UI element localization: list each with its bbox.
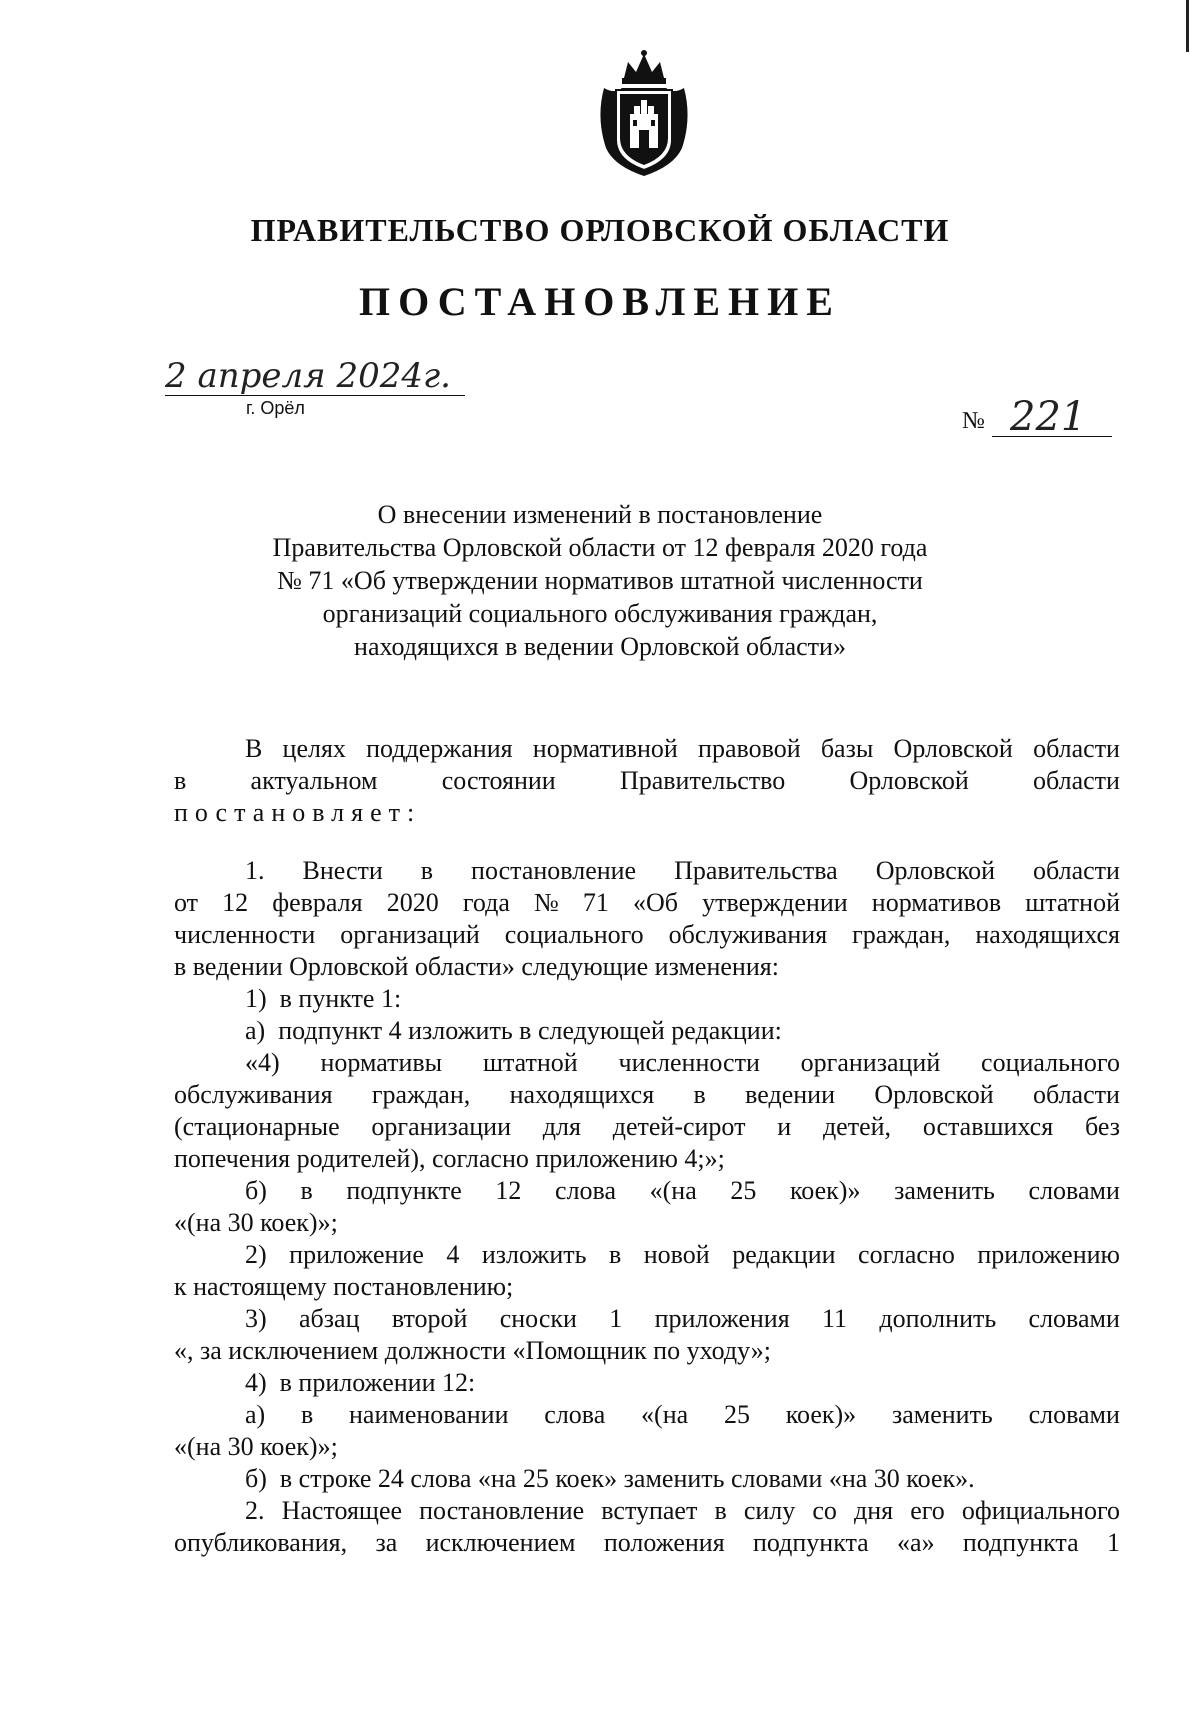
word: социального [504,920,644,949]
word: «, за исключением должности «Помощник по уходу»; [174,1336,771,1365]
word: Орловской [874,1080,994,1109]
word: постановление [419,1496,585,1525]
word: области [1033,856,1120,885]
text-line [174,1239,1120,1271]
text-line [174,1463,1120,1495]
word: численности [618,1048,760,1077]
resolution-points [174,855,1120,1559]
word: 2) [245,1240,267,1269]
text-line [174,1399,1120,1431]
word: организаций [340,920,480,949]
text-line [174,797,1120,829]
word: Настоящее [281,1496,403,1525]
word: слова [544,1400,606,1429]
word: новой [643,1240,710,1269]
word: нормативов [871,888,1002,917]
word: Орловской [893,734,1013,763]
word: штатной [482,1048,578,1077]
word: в [714,1496,727,1525]
word: детей, [822,1112,892,1141]
word: постановляет: [174,798,422,827]
text-line [174,1431,1120,1463]
text-line [174,1367,1120,1399]
word: штатной [1025,888,1120,917]
word: и [777,1112,792,1141]
word: «Об [633,888,679,917]
word: в [174,766,187,795]
word: Правительство [619,766,786,795]
word: организации [371,1112,511,1141]
word: 12 [495,1176,522,1205]
word: «(на [649,1176,697,1205]
word: второй [391,1304,468,1333]
word: дополнить [879,1304,997,1333]
subject-line: Правительства Орловской области от 12 февраля 2020 года [272,533,928,562]
word: базы [820,734,874,763]
word: Внести [302,856,383,885]
word: утверждении [702,888,848,917]
word: 25 [730,1176,757,1205]
text-line [174,1175,1120,1207]
word: словами [1028,1176,1120,1205]
word: численности [174,920,316,949]
text-line [174,1047,1120,1079]
word: 71 [582,888,609,917]
word: февраля [272,888,363,917]
word: к настоящему постановлению; [174,1272,514,1301]
text-line [174,1015,1120,1047]
text-line [174,1271,1120,1303]
subject-line: № 71 «Об утверждении нормативов штатной численности [277,566,923,595]
word: 4 [446,1240,460,1269]
word: целях [282,734,346,763]
word: согласно [858,1240,955,1269]
word: заменить [894,1176,995,1205]
word: словами [1028,1304,1120,1333]
word: его [910,1496,945,1525]
word: 1 [609,1304,623,1333]
word: наименовании [349,1400,509,1429]
word: слова [555,1176,617,1205]
word: заменить [891,1400,993,1429]
word: 2. [245,1496,265,1525]
word: 25 [723,1400,750,1429]
word: правовой [698,734,801,763]
text-line [174,1527,1120,1559]
word: для [542,1112,581,1141]
word: 4) в приложении 12: [245,1368,476,1397]
word: словами [1028,1400,1120,1429]
word: «(на [641,1400,689,1429]
word: оставшихся [922,1112,1054,1141]
word: 12 [222,888,249,917]
word: состоянии [441,766,556,795]
text-line [174,1335,1120,1367]
word: исключением [425,1528,576,1557]
word: 11 [822,1304,848,1333]
text-line [174,1303,1120,1335]
word: вступает [601,1496,698,1525]
word: приложение [289,1240,424,1269]
word: в [420,856,434,885]
word: 2020 [386,888,439,917]
word: области [1033,734,1120,763]
text-line [174,1079,1120,1111]
word: 3) [245,1304,267,1333]
word: области [1033,1080,1120,1109]
word: редакции [732,1240,836,1269]
word: (стационарные [174,1112,340,1141]
intro-paragraph [174,733,1120,829]
word: приложению [977,1240,1120,1269]
text-line [174,1143,1120,1175]
word: Орловской [875,856,996,885]
word: а) [245,1400,266,1429]
text-line [174,765,1120,797]
word: находящихся [975,920,1120,949]
government-name: ПРАВИТЕЛЬСТВО ОРЛОВСКОЙ ОБЛАСТИ [250,212,950,248]
word: «(на 30 коек)»; [174,1208,338,1237]
word: года [462,888,510,917]
word: ведении [745,1080,835,1109]
word: поддержания [366,734,513,763]
document-subject [200,498,1000,663]
word: силу [743,1496,796,1525]
text-line [174,887,1120,919]
word: в [300,1400,314,1429]
word: подпункте [346,1176,462,1205]
text-line [174,733,1120,765]
word: в [300,1176,313,1205]
word: Правительства [674,856,838,885]
coat-of-arms-icon [594,48,694,180]
document-type-title: ПОСТАНОВЛЕНИЕ [359,279,841,324]
paragraph-gap [174,829,1120,855]
word: граждан, [371,1080,471,1109]
word: б) в строке 24 слова «на 25 коек» заменить словами «на 30 коек». [245,1464,975,1493]
word: в [693,1080,706,1109]
text-line [174,983,1120,1015]
word: 1) в пункте 1: [245,984,402,1013]
word: дня [853,1496,894,1525]
word: области [1033,766,1120,795]
word: «4) [245,1048,280,1077]
word: 1 [1106,1528,1120,1557]
word: социального [981,1048,1120,1077]
word: В [245,734,263,763]
word: положения [603,1528,725,1557]
word: обслуживания [174,1080,333,1109]
document-body [174,733,1120,1559]
word: коек)» [789,1176,861,1205]
word: подпункта [752,1528,869,1557]
word: нормативы [320,1048,443,1077]
word: обслуживания [668,920,828,949]
word: сноски [499,1304,577,1333]
text-line [174,951,1120,983]
word: изложить [481,1240,587,1269]
text-line [174,1495,1120,1527]
word: опубликования, [174,1528,348,1557]
word: приложения [654,1304,790,1333]
word: со [812,1496,837,1525]
word: коек)» [785,1400,857,1429]
word: Орловской [849,766,969,795]
word: а) подпункт 4 изложить в следующей редакции: [245,1016,782,1045]
word: граждан, [852,920,951,949]
word: № [534,888,559,917]
word: детей-сирот [612,1112,746,1141]
scan-edge-mark [1186,0,1189,52]
word: в ведении Орловской области» следующие изменения: [174,952,779,981]
word: нормативной [532,734,678,763]
subject-line: О внесении изменений в постановление [377,500,823,529]
text-line [174,919,1120,951]
word: постановление [471,856,637,885]
word: «а» [897,1528,935,1557]
word: абзац [299,1304,360,1333]
word: официального [961,1496,1120,1525]
city-label: г. Орёл [246,398,305,418]
text-line [174,1111,1120,1143]
word: за [375,1528,398,1557]
word: в [608,1240,622,1269]
word: организаций [800,1048,941,1077]
word: от [174,888,199,917]
subject-line: организаций социального обслуживания граждан, [322,599,878,628]
date-handwritten: 2 апреля 2024г. [165,356,451,396]
word: актуальном [250,766,378,795]
word: 1. [245,856,265,885]
text-line [174,1207,1120,1239]
word: подпункта [962,1528,1079,1557]
number-label: № [962,408,985,434]
text-line [174,855,1120,887]
word: «(на 30 коек)»; [174,1432,338,1461]
word: попечения родителей), согласно приложению 4;»; [174,1144,725,1173]
word: без [1084,1112,1120,1141]
word: б) [245,1176,267,1205]
number-handwritten: 221 [1010,394,1087,440]
word: находящихся [509,1080,655,1109]
subject-line: находящихся в ведении Орловской области» [354,632,846,661]
